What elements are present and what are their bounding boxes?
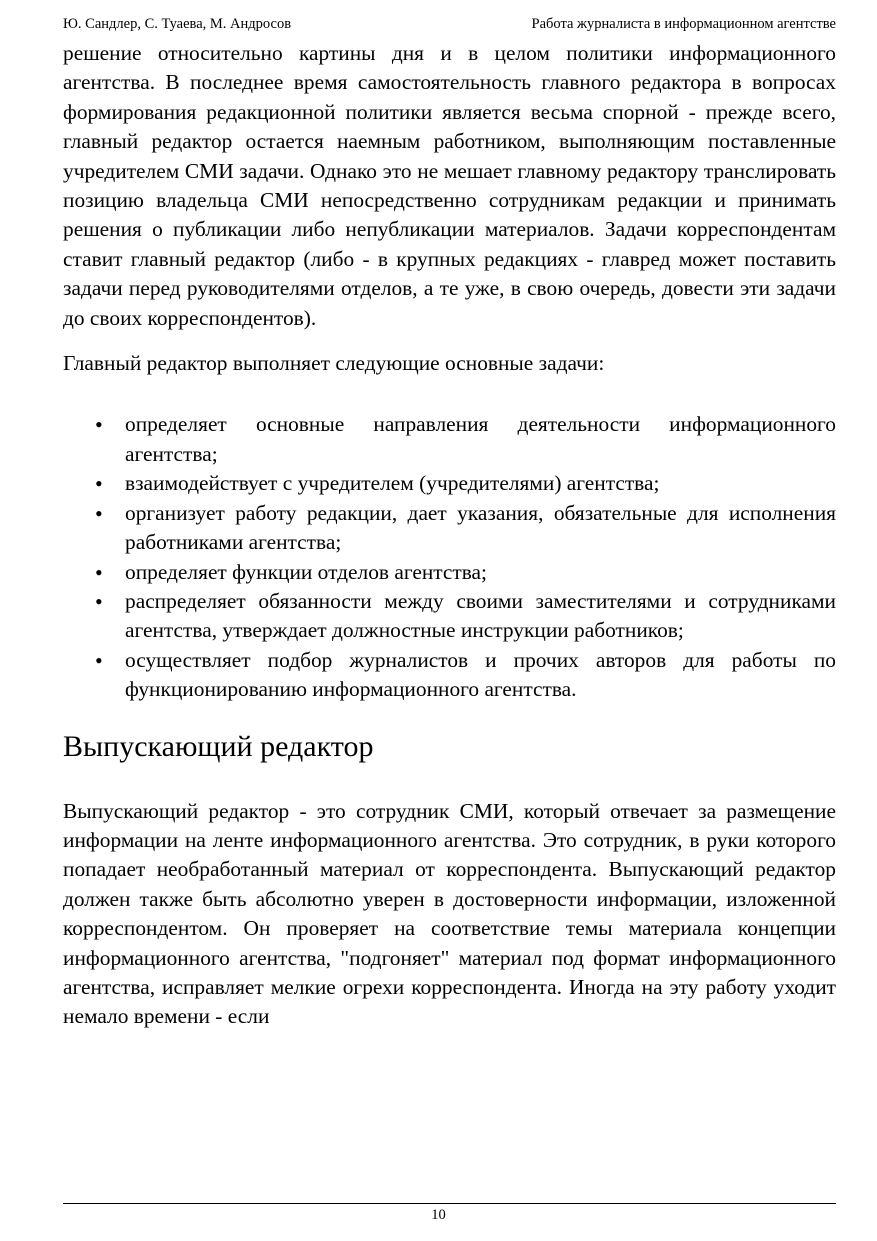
list-item-text: распределяет обязанности между своими заместителями и сотрудниками агентства, утверждает должностные инструкции работников; (125, 588, 836, 643)
running-header-title: Работа журналиста в информационном агентстве (531, 16, 836, 32)
list-item (63, 469, 836, 498)
list-item (63, 499, 836, 558)
running-header-authors: Ю. Сандлер, С. Туаева, М. Андросов (63, 16, 292, 32)
list-item-text: осуществляет подбор журналистов и прочих авторов для работы по функционированию информационного агентства. (125, 647, 836, 702)
bullet-icon: • (95, 500, 103, 526)
bullet-icon: • (95, 559, 103, 585)
tasks-list (63, 410, 836, 704)
bullet-icon: • (95, 647, 103, 673)
list-item-text: взаимодействует с учредителем (учредителями) агентства; (125, 471, 660, 496)
bullet-icon: • (95, 412, 103, 438)
bullet-icon: • (95, 588, 103, 614)
bullet-icon: • (95, 471, 103, 497)
list-item (63, 410, 836, 469)
footer-divider (63, 1203, 836, 1204)
list-item (63, 558, 836, 587)
page-content (63, 39, 836, 1032)
list-item (63, 646, 836, 705)
list-item (63, 587, 836, 646)
tasks-intro-paragraph: Главный редактор выполняет следующие основные задачи: (63, 351, 605, 376)
list-item-text: определяет основные направления деятельности информационного агентства; (125, 412, 836, 466)
body-paragraph-continuation: решение относительно картины дня и в целом политики информационного агентства. В последнее время самостоятельность главного редактора в вопросах формирования редакционной политики является весьма спорной - прежде всего, главный редактор остается наемным работником, выполняющим поставленные учредителем СМИ задачи. Однако это не мешает главному редактору транслировать позицию владельца СМИ непосредственно сотрудникам редакции и принимать решения о публикации либо непубликации материалов. Задачи корреспондентам ставит главный редактор (либо - в крупных редакциях - главред может поставить задачи перед руководителями отделов, а те уже, в свою очередь, довести эти задачи до своих корреспондентов). (63, 41, 836, 330)
body-paragraph-release-editor: Выпускающий редактор - это сотрудник СМИ, который отвечает за размещение информации на ленте информационного агентства. Это сотрудник, в руки которого попадает необработанный материал от корреспондента. Выпускающий редактор должен также быть абсолютно уверен в достоверности информации, изложенной корреспондентом. Он проверяет на соответствие темы материала концепции информационного агентства, "подгоняет" материал под формат информационного агентства, исправляет мелкие огрехи корреспондента. Иногда на эту работу уходит немало времени - если (63, 798, 836, 1029)
list-item-text: определяет функции отделов агентства; (125, 559, 487, 584)
page-number: 10 (431, 1207, 446, 1223)
section-heading: Выпускающий редактор (63, 729, 374, 763)
list-item-text: организует работу редакции, дает указания, обязательные для исполнения работниками агентства; (125, 500, 836, 555)
